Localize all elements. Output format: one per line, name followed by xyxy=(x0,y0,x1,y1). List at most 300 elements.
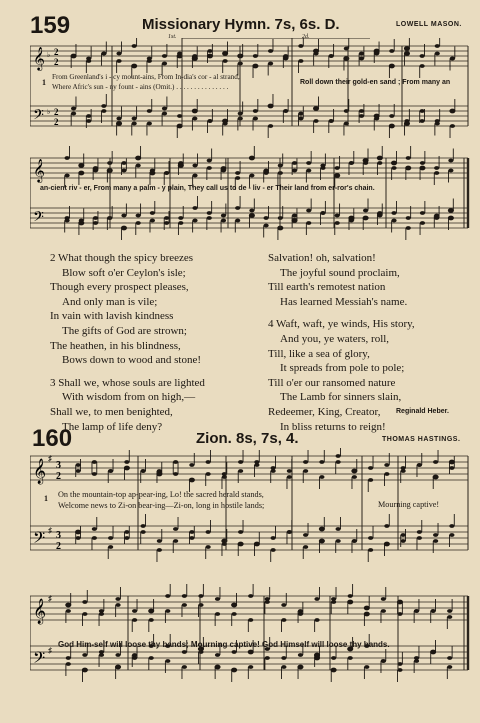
hymn-159-lyric-2: an-cient riv - er, From many a palm - y plain, They call us to de - liv - er Their land from er-ror's chain. xyxy=(40,185,375,192)
notehead xyxy=(149,618,154,622)
notehead xyxy=(173,460,178,464)
verse-line: Till earth's remotest nation xyxy=(268,281,386,294)
notehead xyxy=(65,219,70,223)
notehead xyxy=(182,594,187,598)
notehead xyxy=(420,119,425,123)
notehead xyxy=(115,597,120,601)
notehead xyxy=(124,460,129,464)
notehead xyxy=(207,211,212,215)
notehead xyxy=(281,603,286,607)
notehead xyxy=(384,472,389,476)
notehead xyxy=(149,656,154,660)
notehead xyxy=(420,109,425,113)
notehead xyxy=(335,174,340,178)
notehead xyxy=(435,44,440,48)
notehead xyxy=(189,478,194,482)
time-signature: 2 xyxy=(54,57,59,67)
notehead xyxy=(108,469,113,473)
notehead xyxy=(404,47,409,51)
notehead xyxy=(248,594,253,598)
hymn-160-verse-number: 1 xyxy=(44,494,48,503)
notehead xyxy=(147,59,152,63)
verse-line: In vain with lavish kindness xyxy=(50,310,174,323)
notehead xyxy=(253,64,258,68)
notehead xyxy=(99,612,104,616)
notehead xyxy=(264,169,269,173)
notehead xyxy=(391,166,396,170)
notehead xyxy=(420,221,425,225)
notehead xyxy=(435,52,440,56)
notehead xyxy=(198,594,203,598)
notehead xyxy=(404,122,409,126)
notehead xyxy=(192,54,197,58)
verse-line: The gifts of God are strown; xyxy=(62,324,187,337)
notehead xyxy=(364,665,369,669)
notehead xyxy=(150,171,155,175)
hymn-159-stanzas-left xyxy=(50,251,205,442)
notehead xyxy=(359,109,364,113)
sharp-icon: ♯ xyxy=(48,594,52,603)
notehead xyxy=(232,603,237,607)
sharp-icon: ♯ xyxy=(48,646,52,655)
notehead xyxy=(165,609,170,613)
notehead xyxy=(298,59,303,63)
notehead xyxy=(132,618,137,622)
notehead xyxy=(238,542,243,546)
verse-line: Shall we, to men benighted, xyxy=(50,405,173,418)
notehead xyxy=(150,219,155,223)
notehead xyxy=(417,536,422,540)
notehead xyxy=(381,609,386,613)
notehead xyxy=(298,44,303,48)
notehead xyxy=(165,594,170,598)
notehead xyxy=(336,460,341,464)
notehead xyxy=(364,606,369,610)
notehead xyxy=(173,472,178,476)
notehead xyxy=(192,117,197,121)
notehead xyxy=(352,475,357,479)
second-ending-label: 2d. xyxy=(302,34,310,40)
notehead xyxy=(420,211,425,215)
notehead xyxy=(292,161,297,165)
notehead xyxy=(420,54,425,58)
verse-line: And only man is vile; xyxy=(62,295,158,308)
notehead xyxy=(335,166,340,170)
notehead xyxy=(93,216,98,220)
notehead xyxy=(377,161,382,165)
notehead xyxy=(157,469,162,473)
notehead xyxy=(235,176,240,180)
notehead xyxy=(447,615,452,619)
notehead xyxy=(449,524,454,528)
notehead xyxy=(406,166,411,170)
notehead xyxy=(401,539,406,543)
notehead xyxy=(306,221,311,225)
notehead xyxy=(448,159,453,163)
notehead xyxy=(162,54,167,58)
treble-clef-icon: 𝄞 xyxy=(33,599,47,624)
notehead xyxy=(248,650,253,654)
notehead xyxy=(162,107,167,111)
notehead xyxy=(314,653,319,657)
notehead xyxy=(136,156,141,160)
notehead xyxy=(182,650,187,654)
notehead xyxy=(363,209,368,213)
notehead xyxy=(79,164,84,168)
notehead xyxy=(182,665,187,669)
notehead xyxy=(248,665,253,669)
notehead xyxy=(306,209,311,213)
notehead xyxy=(298,117,303,121)
notehead xyxy=(433,475,438,479)
notehead xyxy=(292,169,297,173)
notehead xyxy=(82,612,87,616)
notehead xyxy=(314,618,319,622)
time-signature: 2 xyxy=(54,47,59,57)
notehead xyxy=(165,659,170,663)
notehead xyxy=(313,119,318,123)
verse-line: With wisdom from on high,— xyxy=(62,391,196,404)
notehead xyxy=(348,594,353,598)
notehead xyxy=(391,161,396,165)
stanza-2 xyxy=(50,251,205,368)
verse-line: Till o'er our ransomed nature xyxy=(268,376,396,389)
notehead xyxy=(313,52,318,56)
time-signature: 2 xyxy=(56,541,61,552)
notehead xyxy=(271,548,276,552)
time-signature: 3 xyxy=(56,460,61,471)
notehead xyxy=(82,668,87,672)
notehead xyxy=(86,59,91,63)
notehead xyxy=(374,49,379,53)
notehead xyxy=(450,124,455,128)
verse-line: 3 Shall we, whose souls are lighted xyxy=(50,376,205,389)
notehead xyxy=(173,527,178,531)
notehead xyxy=(235,219,240,223)
hymn-159-system-1 xyxy=(30,38,470,144)
bass-clef-icon: 𝄢 xyxy=(33,107,44,127)
notehead xyxy=(283,54,288,58)
notehead xyxy=(414,659,419,663)
notehead xyxy=(115,665,120,669)
notehead xyxy=(206,545,211,549)
notehead xyxy=(115,603,120,607)
notehead xyxy=(215,665,220,669)
notehead xyxy=(348,600,353,604)
hymn-160-lyric-2: God Him-self will loose thy bands; Mourning captive! God Himself will loose thy bands. xyxy=(58,640,390,649)
notehead xyxy=(434,214,439,218)
notehead xyxy=(303,460,308,464)
notehead xyxy=(178,221,183,225)
notehead xyxy=(265,600,270,604)
verse-line: The lamp of life deny? xyxy=(62,420,163,433)
notehead xyxy=(215,653,220,657)
notehead xyxy=(359,114,364,118)
notehead xyxy=(124,466,129,470)
notehead xyxy=(298,653,303,657)
notehead xyxy=(235,171,240,175)
notehead xyxy=(182,603,187,607)
notehead xyxy=(198,650,203,654)
notehead xyxy=(121,214,126,218)
notehead xyxy=(253,54,258,58)
notehead xyxy=(417,530,422,534)
hymn-160-composer: THOMAS HASTINGS. xyxy=(382,436,461,443)
notehead xyxy=(448,216,453,220)
hymn-159-system-2 xyxy=(30,146,470,246)
notehead xyxy=(313,107,318,111)
notehead xyxy=(206,472,211,476)
notehead xyxy=(420,161,425,165)
notehead xyxy=(71,54,76,58)
notehead xyxy=(136,164,141,168)
notehead xyxy=(447,665,452,669)
verse-line: 4 Waft, waft, ye winds, His story, xyxy=(268,318,415,331)
notehead xyxy=(447,656,452,660)
notehead xyxy=(314,597,319,601)
notehead xyxy=(238,469,243,473)
notehead xyxy=(82,653,87,657)
notehead xyxy=(232,668,237,672)
notehead xyxy=(147,122,152,126)
notehead xyxy=(71,107,76,111)
notehead xyxy=(132,122,137,126)
sharp-icon: ♯ xyxy=(48,454,52,463)
notehead xyxy=(320,166,325,170)
notehead xyxy=(207,166,212,170)
notehead xyxy=(189,463,194,467)
notehead xyxy=(265,656,270,660)
bass-clef-icon: 𝄢 xyxy=(33,529,46,551)
notehead xyxy=(249,174,254,178)
notehead xyxy=(76,469,81,473)
notehead xyxy=(116,59,121,63)
notehead xyxy=(66,609,71,613)
notehead xyxy=(249,214,254,218)
notehead xyxy=(254,542,259,546)
notehead xyxy=(66,662,71,666)
notehead xyxy=(414,609,419,613)
notehead xyxy=(320,211,325,215)
verse-line: It spreads from pole to pole; xyxy=(280,362,405,375)
notehead xyxy=(66,603,71,607)
notehead xyxy=(206,460,211,464)
hymn-160-lyric-1a: On the mountain-top ap-pear-ing, Lo! the sacred herald stands, xyxy=(58,490,264,499)
notehead xyxy=(121,161,126,165)
hymn-159-lyric-1c: Roll down their gold-en sand ; From many an xyxy=(300,79,451,86)
notehead xyxy=(223,59,228,63)
verse-line: Though every prospect pleases, xyxy=(50,281,189,294)
notehead xyxy=(164,216,169,220)
notehead xyxy=(319,475,324,479)
notehead xyxy=(189,530,194,534)
notehead xyxy=(433,460,438,464)
notehead xyxy=(164,221,169,225)
notehead xyxy=(352,469,357,473)
notehead xyxy=(433,533,438,537)
notehead xyxy=(281,656,286,660)
notehead xyxy=(417,463,422,467)
notehead xyxy=(177,114,182,118)
notehead xyxy=(433,539,438,543)
time-signature: 2 xyxy=(54,107,59,117)
notehead xyxy=(124,530,129,534)
notehead xyxy=(108,545,113,549)
verse-line: The heathen, in his blindness, xyxy=(50,339,181,352)
notehead xyxy=(121,226,126,230)
notehead xyxy=(235,206,240,210)
notehead xyxy=(162,62,167,66)
notehead xyxy=(349,161,354,165)
notehead xyxy=(352,539,357,543)
notehead xyxy=(149,609,154,613)
notehead xyxy=(124,536,129,540)
notehead xyxy=(368,478,373,482)
notehead xyxy=(435,122,440,126)
notehead xyxy=(92,527,97,531)
time-signature: 2 xyxy=(54,117,59,127)
notehead xyxy=(223,122,228,126)
notehead xyxy=(178,161,183,165)
notehead xyxy=(281,618,286,622)
notehead xyxy=(238,530,243,534)
notehead xyxy=(136,214,141,218)
notehead xyxy=(207,119,212,123)
notehead xyxy=(238,460,243,464)
notehead xyxy=(101,104,106,108)
notehead xyxy=(389,124,394,128)
notehead xyxy=(331,668,336,672)
notehead xyxy=(306,169,311,173)
notehead xyxy=(92,472,97,476)
hymn-159-title: Missionary Hymn. 7s, 6s. D. xyxy=(142,16,340,33)
notehead xyxy=(132,653,137,657)
notehead xyxy=(434,166,439,170)
notehead xyxy=(232,612,237,616)
notehead xyxy=(389,64,394,68)
time-signature: 3 xyxy=(56,530,61,541)
bass-clef-icon: 𝄢 xyxy=(33,649,46,671)
hymn-159-stanzas-right xyxy=(268,251,415,442)
notehead xyxy=(331,600,336,604)
notehead xyxy=(207,159,212,163)
notehead xyxy=(319,460,324,464)
notehead xyxy=(336,454,341,458)
notehead xyxy=(101,52,106,56)
notehead xyxy=(271,536,276,540)
notehead xyxy=(264,216,269,220)
notehead xyxy=(420,64,425,68)
notehead xyxy=(99,653,104,657)
notehead xyxy=(92,536,97,540)
notehead xyxy=(192,109,197,113)
verse-line: Salvation! oh, salvation! xyxy=(268,252,376,264)
flat-icon: ♭ xyxy=(47,51,51,59)
notehead xyxy=(116,122,121,126)
hymn-159-lyric-1b: Where Afric's sun - ny fount - ains (Omit.) . . . . . . . . . . . . . . . xyxy=(52,83,229,91)
notehead xyxy=(368,548,373,552)
notehead xyxy=(450,109,455,113)
notehead xyxy=(384,524,389,528)
notehead xyxy=(363,161,368,165)
notehead xyxy=(448,169,453,173)
notehead xyxy=(232,650,237,654)
notehead xyxy=(298,665,303,669)
notehead xyxy=(141,469,146,473)
notehead xyxy=(292,219,297,223)
notehead xyxy=(198,603,203,607)
notehead xyxy=(115,653,120,657)
notehead xyxy=(215,597,220,601)
notehead xyxy=(86,119,91,123)
notehead xyxy=(292,214,297,218)
verse-line: 2 What though the spicy breezes xyxy=(50,252,194,264)
notehead xyxy=(76,530,81,534)
hymn-159-lyric-1a: From Greenland's i - cy mount-ains, From In-dia's cor - al strand, xyxy=(52,73,240,81)
treble-clef-icon: 𝄞 xyxy=(33,46,45,70)
notehead xyxy=(207,49,212,53)
notehead xyxy=(406,156,411,160)
stanza-3-continued xyxy=(268,251,415,309)
notehead xyxy=(71,112,76,116)
notehead xyxy=(206,530,211,534)
notehead xyxy=(221,166,226,170)
notehead xyxy=(82,600,87,604)
notehead xyxy=(192,164,197,168)
notehead xyxy=(65,156,70,160)
notehead xyxy=(349,216,354,220)
hymn-159-author: Reginald Heber. xyxy=(396,408,449,415)
hymn-159-verse-number: 1 xyxy=(42,78,46,87)
notehead xyxy=(420,166,425,170)
notehead xyxy=(336,539,341,543)
notehead xyxy=(384,542,389,546)
notehead xyxy=(335,214,340,218)
verse-line: The Lamb for sinners slain, xyxy=(280,391,402,404)
notehead xyxy=(141,530,146,534)
flat-icon: ♭ xyxy=(47,108,51,116)
notehead xyxy=(173,539,178,543)
notehead xyxy=(150,211,155,215)
notehead xyxy=(449,533,454,537)
notehead xyxy=(401,469,406,473)
notehead xyxy=(391,219,396,223)
notehead xyxy=(404,52,409,56)
notehead xyxy=(303,533,308,537)
notehead xyxy=(76,463,81,467)
notehead xyxy=(253,117,258,121)
hymn-160-lyric-1b: Welcome news to Zi-on bear-ing—Zi-on, long in hostile lands; xyxy=(58,501,265,510)
notehead xyxy=(271,469,276,473)
notehead xyxy=(66,656,71,660)
notehead xyxy=(389,114,394,118)
notehead xyxy=(223,52,228,56)
notehead xyxy=(157,548,162,552)
notehead xyxy=(79,221,84,225)
notehead xyxy=(281,665,286,669)
notehead xyxy=(336,527,341,531)
notehead xyxy=(268,124,273,128)
notehead xyxy=(303,469,308,473)
notehead xyxy=(264,224,269,228)
verse-line: In bliss returns to reign! xyxy=(280,420,386,433)
notehead xyxy=(335,221,340,225)
notehead xyxy=(192,206,197,210)
notehead xyxy=(359,52,364,56)
notehead xyxy=(268,104,273,108)
notehead xyxy=(221,214,226,218)
notehead xyxy=(253,109,258,113)
